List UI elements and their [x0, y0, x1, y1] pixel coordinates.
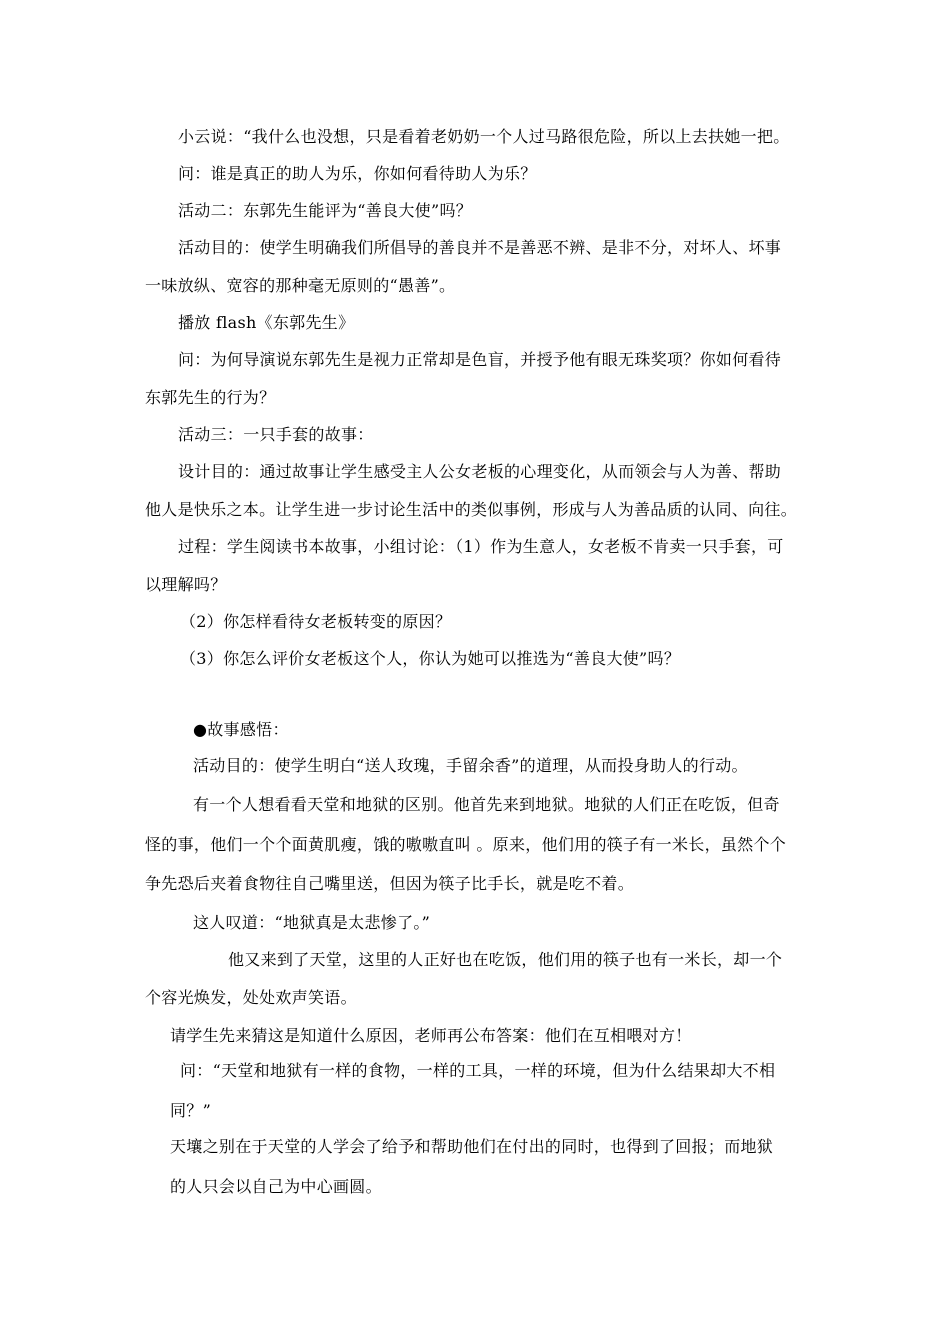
paragraph-line: 问：为何导演说东郭先生是视力正常却是色盲，并授予他有眼无珠奖项？你如何看待 — [178, 350, 782, 369]
paragraph-line: 小云说：“我什么也没想，只是看着老奶奶一个人过马路很危险，所以上去扶她一把。 — [178, 127, 790, 146]
paragraph-line: 他人是快乐之本。让学生进一步讨论生活中的类似事例，形成与人为善品质的认同、向往。 — [145, 500, 798, 519]
paragraph-line: （3）你怎么评价女老板这个人，你认为她可以推选为“善良大使”吗？ — [180, 649, 681, 668]
paragraph-line: 东郭先生的行为？ — [145, 388, 276, 407]
paragraph-line: 个容光焕发，处处欢声笑语。 — [145, 988, 357, 1007]
section-heading: ●故事感悟： — [193, 720, 289, 739]
paragraph-line: 有一个人想看看天堂和地狱的区别。他首先来到地狱。地狱的人们正在吃饭，但奇 — [193, 795, 780, 814]
paragraph-line: 问：谁是真正的助人为乐，你如何看待助人为乐？ — [178, 164, 537, 183]
paragraph-line: 的人只会以自己为中心画圆。 — [170, 1177, 382, 1196]
paragraph-line: 同？” — [170, 1101, 212, 1120]
paragraph-line: 播放 flash《东郭先生》 — [178, 313, 355, 332]
paragraph-line: 活动目的：使学生明确我们所倡导的善良并不是善恶不辨、是非不分，对坏人、坏事 — [178, 238, 782, 257]
paragraph-line: 一味放纵、宽容的那种毫无原则的“愚善”。 — [145, 276, 456, 295]
paragraph-line: 活动三：一只手套的故事： — [178, 425, 374, 444]
paragraph-line: 他又来到了天堂，这里的人正好也在吃饭，他们用的筷子也有一米长，却一个 — [228, 950, 783, 969]
paragraph-line: 活动目的：使学生明白“送人玫瑰，手留余香”的道理，从而投身助人的行动。 — [193, 756, 748, 775]
paragraph-line: 活动二：东郭先生能评为“善良大使”吗？ — [178, 201, 473, 220]
paragraph-line: 争先恐后夹着食物往自己嘴里送，但因为筷子比手长，就是吃不着。 — [145, 874, 635, 893]
paragraph-line: 设计目的：通过故事让学生感受主人公女老板的心理变化，从而领会与人为善、帮助 — [178, 462, 782, 481]
paragraph-line: 以理解吗？ — [145, 575, 227, 594]
paragraph-line: 这人叹道：“地狱真是太悲惨了。” — [193, 913, 431, 932]
paragraph-line: 问：“天堂和地狱有一样的食物，一样的工具，一样的环境，但为什么结果却大不相 — [180, 1061, 776, 1080]
paragraph-line: 天壤之别在于天堂的人学会了给予和帮助他们在付出的同时，也得到了回报；而地狱 — [170, 1137, 774, 1156]
paragraph-line: （2）你怎样看待女老板转变的原因？ — [180, 612, 452, 631]
paragraph-line: 过程：学生阅读书本故事，小组讨论：（1）作为生意人，女老板不肯卖一只手套，可 — [178, 537, 784, 556]
paragraph-line: 请学生先来猜这是知道什么原因，老师再公布答案：他们在互相喂对方！ — [170, 1026, 692, 1045]
paragraph-line: 怪的事，他们一个个面黄肌瘦，饿的嗷嗷直叫 。原来，他们用的筷子有一米长，虽然个个 — [145, 835, 787, 854]
